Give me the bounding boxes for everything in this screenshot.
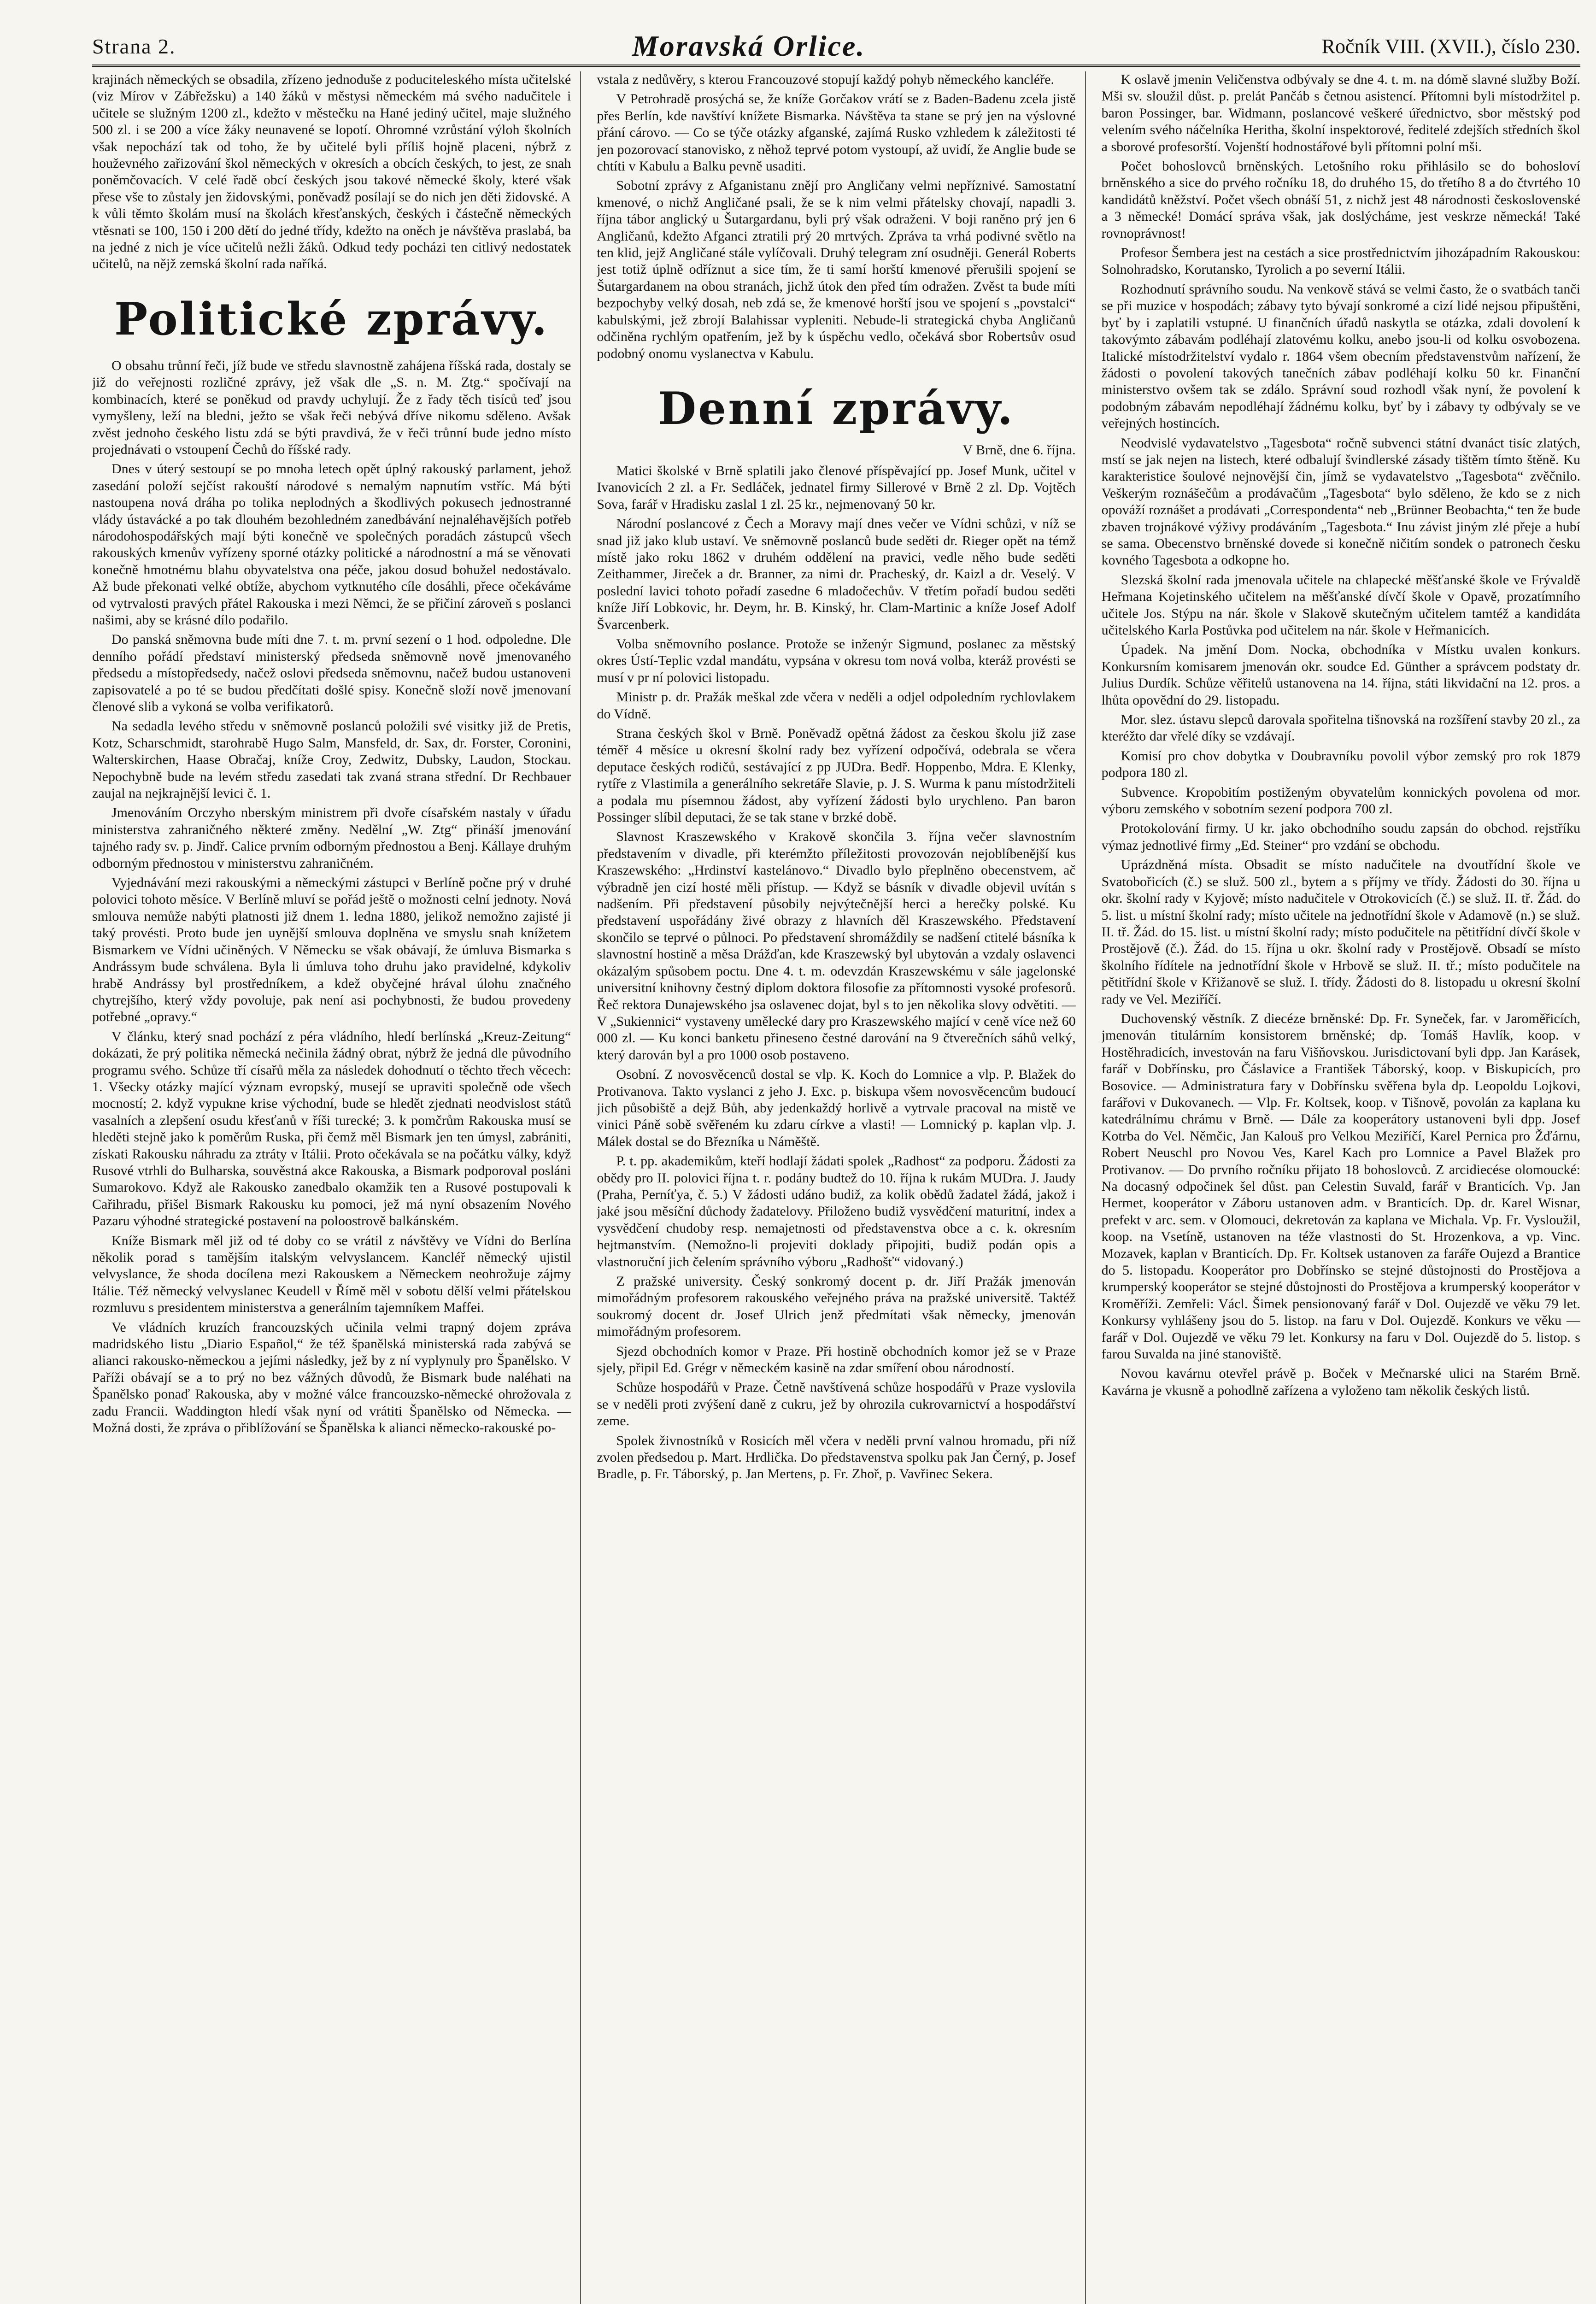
news-item: Slavnost Kraszewského v Krakově skončila 3. října večer slavnostním představením v divadle, při kterémžto příležitosti provozován nejoblíbenější kus Kraszewského: „Hrdinství kastelánovo.“ Divadlo bylo přeplněno obecenstvem, ač výbradně jen cizí hosté měli přístup. — Když se básník v divadle objevil uvítán s nadšením. Při představení působily nejvýtečnější herci a herečky polské. Ku představení uspořádány živé obrazy z hlavních děl Kraszewského. Představení skončilo se teprvé o půlnoci. Po představení shromáždily se nadšení ctitelé básníka k slavnostní hostině a měsa Drážďan, kde Kraszewský byl ubytován a vzdaly oslavenci okázalým spůsobem poctu. Dne 4. t. m. odevzdán Kraszewskému v sále jagelonské universitní knihovny čestný diplom doktora filosofie za přítomnosti vysoké profesorů. Řeč rektora Dunajewského jsa oslavenec dojat, byl s to jen několika slovy odvětiti. — V „Sukiennici“ vystaveny umělecké dary pro Kraszewského mající v ceně více než 60 000 zl. — Ku konci banketu přineseno čestné darování na 9 čtverečních sáhů velký, který darován byl a pro 1000 osob postaveno. (597, 829, 1076, 1063)
news-item: Neodvislé vydavatelstvo „Tagesbota“ ročně subvenci státní dvanáct tisíc zlatých, mstí se jak nejen na listech, které odbalují švindlerské zásady tištěm tímto štěně. Ku karakteristice šoulové nejnovější čin, jímž se vydavatelstvo „Tagesbota“ zvěčnilo. Veškerým roznášečům a prodávačům „Tagesbota“ bylo sděleno, že kdo se z nich opováží roznášet a prodávati „Correspondenta“ neb „Brünner Beobachta,“ ten že bude zbaven trojnákové výživy prodáváním „Tagesbota.“ Inu závist jiným zlé přeje a hubí se sama. Obecenstvo brněnské dovede si konečně ničitím sondek o patronech česku kovného Tagesbota a odkopne ho. (1101, 435, 1580, 568)
issue-info: Ročník VIII. (XVII.), číslo 230. (1321, 35, 1580, 58)
article-paragraph: Dnes v úterý sestoupí se po mnoha letech opět úplný rakouský parlament, jehož zasedání položí sejčíst rakouští národové s nemalým napnutím vstříc. Má býti nastoupena nová dráha po tolika neplodných a škodlivých pokusech jednostranné vlády ústavácké a po tak dlouhém bezohledném zanedbávání nejnaléhavějších potřeb národohospodářských mají býti konečně ve společných poradách zástupců všech rakouských kmenův vyřízeny sporné otázky politické a národnostní a má se věnovati konečně hmotnému blahu obyvatelstva ona péče, jakou dosud bohužel nedostávalo. Až bude překonati velké obtíže, abychom vytknutého cíle dosáhli, přece očekáváme od vytrvalosti pravých přátel Rakouska i mezi Němci, že se přičiní zároveň s poslanci našimi, aby se krásné dílo podařilo. (92, 461, 571, 628)
article-paragraph: Jmenováním Orczyho nberským ministrem při dvoře císařském nastaly v úřadu ministerstva zahraničného některé změny. Nedělní „W. Ztg“ přináší jmenování tajného rady sv. p. Jindř. Calice prvním odborným přednostou a Benj. Kállaye druhým odborným přednostou v ministerstvu zahraničném. (92, 805, 571, 871)
column-2 (597, 71, 1086, 2304)
news-item: K oslavě jmenin Veličenstva odbývaly se dne 4. t. m. na dómě slavné služby Boží. Mši sv. sloužil důst. p. prelát Pančáb s četnou asistencí. Přítomni byli místodržitel p. baron Possinger, bar. Widmann, poslancové veškeré úřednictvo, sbor městský pod velením svého náčelníka Heritha, školní inspektorové, ředitelé zdejších středních škol a sborové profesorští. Vojenští hodnostářové byli přítomni polní mši. (1101, 72, 1580, 154)
article-paragraph: krajinách německých se obsadila, zřízeno jednoduše z poduciteleského místa učitelské (viz Mírov v Zábřežsku) a 140 žáků v městysi německém má svého nadučitele i učitele se služným 1200 zl., kdežto v městečku na Hané jediný učitel, maje služného 500 zl. i se 200 a více žáky neunavené se lopotí. Ohromné vzrůstání výloh školních však nepochází tak od toho, že by učitelé byli příliš hojně placeni, nýbrž z houževného zařizování škol německých v okresích a obcích českých, to jest, ze snah poněmčovacích. V celé řadě obcí českých jsou takové německé školy, které však přese vše to zůstaly jen židovskými, poněvadž posílají se do nich jen děti židovské. A k vůli těmto školám musí na školách křesťanských, českých i částečně německých vtěsnati se 100, 150 i 200 dětí do jedné třídy, kdežto na oněch je návštěva praslabá, ba na jedné z nich je více učitelů nežli žáků. Odkud tedy pocházi ten citlivý nedostatek učitelů, na nějž zemská školní rada naříká. (92, 72, 571, 272)
column-3 (1102, 71, 1580, 2304)
article-paragraph: Na sedadla levého středu v sněmovně poslanců položili své visitky již de Pretis, Kotz, Scharschmidt, starohrabě Hugo Salm, Mansfeld, dr. Sax, dr. Forster, Coronini, Walterskirchen, Haase Obračaj, kníže Croy, Zedwitz, Dubsky, Laudon, Stockau. Nepochybně bude na levém středu zasedati tak zvaná strana střední. Dr Rechbauer zaujal na nejkrajnější levici č. 1. (92, 718, 571, 801)
news-item: Národní poslancové z Čech a Moravy mají dnes večer ve Vídni schůzi, v níž se snad již jako klub ustaví. Ve sněmovně poslanců bude seděti dr. Rieger opět na témž místě jako roku 1862 v druhém oddělení na pravici, vedle něho bude seděti Zeithammer, Jireček a dr. Branner, za nimi dr. Pracheský, dr. Kaizl a dr. Veselý. V poslední lavici tohoto pořadí zasedne 6 mladočechův. V třetím pořadí budou seděti kníže Jiří Lobkovic, hr. Deym, hr. B. Kinský, hr. Clam-Martinic a kníže Josef Adolf Švarcenberk. (597, 516, 1076, 632)
article-paragraph: V Petrohradě prosýchá se, že kníže Gorčakov vrátí se z Baden-Badenu zcela jistě přes Berlín, kde navštíví knížete Bismarka. Návštěva ta stane se prý jen na výslovné přání cárovo. — Co se týče otázky afganské, zajímá Rusko vzhledem k záležitosti té jen pozorovací stanovisko, z něhož teprvé potom vystoupí, až uvidí, že Anglie bude se chtíti v Kabulu a Balku pevně usaditi. (597, 91, 1076, 174)
news-item: Komisí pro chov dobytka v Doubravníku povolil výbor zemský pro rok 1879 podpora 180 zl. (1101, 748, 1580, 781)
news-item: Počet bohoslovců brněnských. Letošního roku přihlásilo se do bohosloví brněnského a sice do prvého ročníku 18, do druhého 15, do třetího 8 a do čtvrtého 10 kandidátů kněžství. Počet všech obnáší 51, z nichž jest 48 národnosti československé a 3 německé! Domácí správa však, jak doslýcháme, jest veskrze německá! Také rovnoprávnost! (1101, 159, 1580, 241)
news-item: Protokolování firmy. U kr. jako obchodního soudu zapsán do obchod. rejstříku výmaz jednotlivé firmy „Ed. Steiner“ pro vzdání se obchodu. (1101, 821, 1580, 853)
article-paragraph: V článku, který snad pochází z péra vládního, hledí berlínská „Kreuz-Zeitung“ dokázati, že prý politika německá nečinila žádný obrat, nýbrž že jedná dle původního programu svého. Schůze tří císařů měla za následek dohodnutí o těchto třech věcech: 1. Všecky otázky mající význam evropský, musejí se upraviti společně ode všech mocností; 2. když vypukne krise východní, bude se hledět zjednati neodvislost států vasalních a zlepšení osudu křesťanů v říši turecké; 3. k pomčrům Rakouska musí se hleděti stejně jako k poměrům Ruska, při čemž měl Bismark jen ten úmysl, zabrániti, získati Rakousku náhradu za ztráty v Itálii. Proto očekávala se na počátku války, když Rusové vtrhli do Bulharska, souvěstná akce Rakouska, a Bismark podporoval posláni Sumarokovo. Když ale Rakousko zanedbalo okamžik ten a Rusové postupovali k Cařihradu, přišel Bismark Rakousku ku pomoci, jež má nyní obsazením Nového Pazaru výhodné strategické postavení na poloostrově balkánském. (92, 1029, 571, 1229)
news-item: Strana českých škol v Brně. Poněvadž opětná žádost za českou školu již zase téměř 4 měsíce u okresní školní rady bez vyřízení odpočívá, odebrala se včera deputace českých rodičů, sestávající z pp JUDra. Bedř. Hoppenbo, Mdra. E Klenky, rytíře z Vlastimila a generálního sekretáře Slavie, p. J. S. Wurma k panu místodržiteli a podala mu písemnou žádost, aby vyřízení žádosti bylo urychleno. Pan baron Possinger slíbil deputaci, že se tak stane v brzké době. (597, 726, 1076, 825)
news-item: Duchovenský věstník. Z diecéze brněnské: Dp. Fr. Syneček, far. v Jaroměřicích, jmenován titulárním konsistorem brněnské; dp. Tomáš Havlík, koop. v Hostěhradicích, investován na faru Višňovskou. Jurisdictovaní byli dpp. Jan Karásek, farář v Dobřínsku, pro Čáslavice a František Táborský, koop. v Biskupicích, pro Bosovice. — Administratura fary v Dobřínsku svěřena byla dp. Leopoldu Lojkovi, farářovi v Dukovanech. — Vlp. Fr. Koltsek, koop. v Tišnově, povolán za kaplana ku katedrálnímu chrámu v Brně. — Dále za kooperátory ustanoveni byli dpp. Josef Kotrba do Vel. Němčic, Jan Kalouš pro Velkou Meziříčí, Karel Pernica pro Žďárnu, Robert Neuschl pro Novou Ves, Karel Kach pro Lomnice a Pavel Blažek pro Protivanov. — Do prvního ročníku přijato 18 bohoslovců. Z arcidiecése olomoucké: Na docasný odpočinek šel důst. pan Celestin Suvald, farář v Branticích. Vp. Jan Hermet, kooperátor v Záboru ustanoven adm. v Branticích. Dp. dr. Karel Wisnar, prefekt v arc. sem. v Olomouci, dekretován za kaplana ve Michala. Vp. Fr. Vysloužil, koop. na Vsetíně, ustanoven na téže vlastnosti do St. Hrozenkova, a vp. Vinc. Mozavek, kaplan v Branticích. Dp. Fr. Koltsek ustanoven za faráře Oujezd a Brantice do 5. listopadu. Kooperátor pro Dobřínsko se stejné důstojnosti do Prostějova a krumperský kooperátor se stejné důstojnosti do Prostějova a krumperský kooperátor v Kroměříži. Zemřeli: Václ. Šimek pensionovaný farář v Dol. Oujezdě ve věku 79 let. Konkursy vyhlášeny jsou do 5. listop. na faru v Dol. Oujezdě. Konkurs ve věku — farář v Dol. Oujezdě ve věku 79 let. Konkursy na faru v Dol. Oujezdě do 5. listop. s farou Suvalda na jiné stanoviště. (1101, 1011, 1580, 1362)
news-item: Novou kavárnu otevřel právě p. Boček v Mečnarské ulici na Starém Brně. Kavárna je vkusně a pohodlně zařízena a vyloženo tam několik českých listů. (1101, 1366, 1580, 1398)
article-paragraph: Ve vládních kruzích francouzských učinila velmi trapný dojem zpráva madridského listu „Diario Español,“ že též španělská ministerská rada zabývá se alianci rakousko-německou a jejími následky, jež by z ní vyplynuly pro Španělsko. V Paříži obávají se a to prý no bez vážných důvodů, že Bismark bude naléhati na Španělsko ponaď Rakouska, aby v možné válce francouzsko-německé ohrožovala z zadu Francii. Waddington hledí však nyní od vrátiti Španělsko od Německa. — Možná dosti, že zpráva o přiblížování se Španělska k alianci německo-rakouské po- (92, 1319, 571, 1436)
news-item: Subvence. Kropobitím postiženým obyvatelům konnických povolena od mor. výboru zemského v sobotním sezení podpora 700 zl. (1101, 784, 1580, 817)
section-title-denni: Denní zprávy. (657, 382, 1015, 435)
news-item: Rozhodnutí správního soudu. Na venkově stává se velmi často, že o svatbách tanči se při muzice v hospodách; zábavy tyto bývají sonkromé a cizí lidé nejsou připuštěni, byť by i zaplatili vstupné. U finančních úřadů naskytla se otázka, zdali dovolení k takovýmto zábavám podléhají zlatovému kolku, anebo jsou-li od kolku osvobozena. Italické místodržitelství vydalo r. 1864 všem obecním představenstvům nařízení, že žádosti o povolení takových tanečních zábav podléhají kolku 50 kr. Finanční ministerstvo ovšem tak se zdálo. Správní soud rozhodl však nyní, že povolení k podobným zábavám nepodléhají žádnému kolku, byť by i zábavy ty odbývaly se ve veřejných hostincích. (1101, 281, 1580, 431)
news-item: Spolek živnostníků v Rosicích měl včera v neděli první valnou hromadu, při níž zvolen předsedou p. Mart. Hrdlička. Do představenstva spolku pak Jan Černý, p. Josef Bradle, p. Fr. Táborský, p. Jan Mertens, p. Fr. Zhoř, p. Vavřinec Sekera. (597, 1433, 1076, 1482)
page-header (92, 28, 1580, 67)
news-item: Volba sněmovního poslance. Protože se inženýr Sigmund, poslanec za městský okres Ústí-Teplic vzdal mandátu, vypsána v okresu tom nová volba, kteráž provésti se musí v pr ní polovici listopadu. (597, 636, 1076, 685)
news-item: Z pražské university. Český sonkromý docent p. dr. Jiří Pražák jmenován mimořádným profesorem rakouského veřejného práva na pražské universitě. Taktéž soukromý docent dr. Josef Ulrich jenž předmítati však německy, jmenován mimořádným profesorem. (597, 1274, 1076, 1340)
page-number: Strana 2. (92, 34, 176, 58)
news-item: Sjezd obchodních komor v Praze. Při hostině obchodních komor jež se v Praze sjely, připil Ed. Grégr v německém kasině na zdar smíření obou národností. (597, 1343, 1076, 1376)
article-paragraph: O obsahu trůnní řeči, jíž bude ve středu slavnostně zahájena říšská rada, dostaly se již do veřejnosti rozličné zprávy, jež však dle „S. n. M. Ztg.“ spočívají na kombinacích, které se poněkud od pravdy uchylují. Že z řady těch tisíců teď jsou vymyšleny, leží na bledni, ježto se však řeči nebývá dříve nikomu sděleno. Avšak zvěst jednoho českého listu zdá se býti pravdivá, že v řeči trůnní bude jedno místo projednávati o vstoupení Čechů do říšské rady. (92, 358, 571, 457)
columns (92, 71, 1580, 2304)
news-item: Úpadek. Na jmění Dom. Nocka, obchodníka v Místku uvalen konkurs. Konkursním komisarem jmenován okr. soudce Ed. Günther a správcem podstaty dr. Julius Durdík. Schůze věřitelů ustanovena na 14. října, státi likvidační na 12. pros. a lhůta opovědní do 29. listopadu. (1101, 642, 1580, 708)
news-item: Uprázdněná místa. Obsadit se místo nadučitele na dvoutřídní škole ve Svatobořicích (č.) se služ. 500 zl., bytem a s příjmy ve třídy. Žádosti do 30. října u okr. školní rady v Kyjově; místo nadučitele v Otrokovicích (č.) se služ. II. tř. Žád. do 5. list. u místní školní rady; místo učitele na jednotřídní škole v Adamově (n.) se služ. II. tř. Žád. do 15. list. u místní školní rady; místo podučitele na pětitřídní dívčí škole v Prostějově (č.). Žád. do 15. října u okr. školní rady v Prostějově. Obsadí se místo školního řídítele na jednotřídní škole v Hrbově se služ. II. tř.; místo podučitele na pětitřídní škole v Křižanově se služ. I. třídy. Žádosti do 8. listopadu u okresní školní rady ve Vel. Meziříčí. (1101, 857, 1580, 1007)
column-1 (92, 71, 581, 2304)
news-item: Ministr p. dr. Pražák meškal zde včera v neděli a odjel odpoledním rychlovlakem do Vídně. (597, 689, 1076, 722)
masthead-title: Moravská Orlice. (632, 29, 866, 62)
news-item: Mor. slez. ústavu slepců darovala spořitelna tišnovská na rozšíření stavby 20 zl., za kteréžto dar vřelé díky se vzdávají. (1101, 712, 1580, 744)
section-title-politicke: Politické zprávy. (114, 293, 549, 345)
news-item: Profesor Šembera jest na cestách a sice prostřednictvím jihozápadním Rakouskou: Solnohradsko, Korutansko, Tyrolich a po severní Itálii. (1101, 245, 1580, 277)
article-paragraph: Do panská sněmovna bude míti dne 7. t. m. první sezení o 1 hod. odpoledne. Dle denního pořádí představí ministerský předseda sněmovně nově jmenovaného předsedu a místopředsedy, načež oslovi předseda sněmovnu, načež budou ustanoveni zapisovatelé a po té se budou předčítati došlé spisy. Konečně složí nově jmenovaní členové slib a vykoná se volba verifikatorů. (92, 632, 571, 714)
news-item: Osobní. Z novosvěcenců dostal se vlp. K. Koch do Lomnice a vlp. P. Blažek do Protivanova. Takto vyslanci z jeho J. Exc. p. biskupa všem novosvěcencům budoucí jich působiště a dejž Bůh, aby jedenkaždý horlivě a vytrvale pracoval na mistě ve vinici Páně sobě svěřeném ku zdaru církve a vlasti! — Lomnický p. kaplan vlp. J. Málek dostal se do Březníka u Náměště. (597, 1067, 1076, 1149)
dateline: V Brně, dne 6. října. (962, 442, 1076, 458)
article-paragraph: vstala z nedůvěry, s kterou Francouzové stopují každý pohyb německého kancléře. (597, 72, 1055, 87)
news-item: Schůze hospodářů v Praze. Četně navštívená schůze hospodářů v Praze vyslovila se v neděli proti zvýšení daně z cukru, jež by ohrozila cukrovarnictví a hospodářství zeme. (597, 1380, 1076, 1429)
news-item: Slezská školní rada jmenovala učitele na chlapecké měšťanské škole ve Frývaldě Heřmana Kojetinského učitelem na měšťanské dívčí škole v Opavě, prozatímního učitele Jos. Stýpu na nár. škole v Slakově skutečným učitelem tamtéž a kandidáta učitelského Karla Postůvka pod učitelem na nár. škole v Heřmanicích. (1101, 572, 1580, 638)
article-paragraph: Sobotní zprávy z Afganistanu znějí pro Angličany velmi nepříznivé. Samostatní kmenové, o nichž Angličané psali, že se k nim velmi přátelsky chovají, napadli 3. října tábor anglický u Šutargardanu, byli prý však odraženi. V boji raněno prý jen 6 Angličanů, kdežto Afganci ztratili prý 20 mrtvých. Zpráva ta vrhá podivné světlo na ten klid, jejž Angličané stále vylíčovali. Druhý telegram zní osudněji. Generál Roberts jest totiž úplně odříznut a sice tím, že ti samí horští kmenové přerušili spojení se Šutargardanem na obou stranách, jichž útok den před tím odražen. Zvěst ta bude míti bezpochyby velký dosah, neb zdá se, že kmenové horští jsou ve spojení s „povstalci“ kabulskými, jež zbrojí Balahissar vypleniti. Nebude-li strategická chyba Angličanů odčiněna rychlým opatřením, jež by k úspěchu vedlo, očekává sbor Robertsův osud podobný onomu vyslanectva v Kabulu. (597, 178, 1076, 361)
news-item: Matici školské v Brně splatili jako členové příspěvající pp. Josef Munk, učitel v Ivanovicích 2 zl. a Fr. Sedláček, jednatel firmy Sillerové v Brně 2 zl. Dp. Vojtěch Sova, farář v Hradisku zaslal 1 zl. 25 kr., nejmenovaný 50 kr. (597, 463, 1076, 512)
news-item: P. t. pp. akademikům, kteří hodlají žádati spolek „Radhost“ za podporu. Žádosti za obědy pro II. polovici října t. r. podány budtež do 10. října k rukám MUDra. J. Jaudy (Praha, Perníťya, č. 5.) V žádosti udáno budiž, za kolik obědů žadatel žádá, jakož i jaké jsou měsíční důchody žadatelovy. Přiloženo budiž vysvědčení maturitní, index a vysvědčení chudoby resp. nemajetnosti od představenstva obce a c. k. okresním hejtmanstvím. (Nemožno-li projeviti doklady připojiti, budiž podán opis a vlastnoruční jich čelením správního výboru „Radhošť“ vidovaný.) (597, 1153, 1076, 1270)
article-paragraph: Kníže Bismark měl již od té doby co se vrátil z návštěvy ve Vídni do Berlína několik porad s tamějším italským velvyslancem. Kancléř německý ujistil velvyslance, že shoda docílena mezi Rakouskem a Německem neohrožuje zájmy Itálie. Též německý velvyslanec Keudell v Římě měl v sobotu dělší velmi přátelskou rozmluvu s presidentem ministerstva a generálním tajemníkem Maffei. (92, 1233, 571, 1316)
article-paragraph: Vyjednávání mezi rakouskými a německými zástupci v Berlíně počne prý v druhé polovici tohoto měsíce. V Berlíně mluví se pořád ještě o možnosti celní jednoty. Nová smlouva nemůže nabýti platnosti již dnem 1. ledna 1880, jelikož nemožno zajisté ji taký provésti. Proto bude jen uynější smlouva doplněna ve smyslu snah knížetem Bismarkem ve Vídni učiněných. V Německu se však obávají, že úmluva Bismarka s Andrássym bude schválena. Byla li úmluva toho druhu jako pravidelné, kdykoliv hrabě Andrássy byl prostředníkem, a kdež obyčejné hrával úlohu značného chytrejšího, který vždy povoluje, pak není asi pochybnosti, že budou provedeny potřebné „opravy.“ (92, 875, 571, 1025)
